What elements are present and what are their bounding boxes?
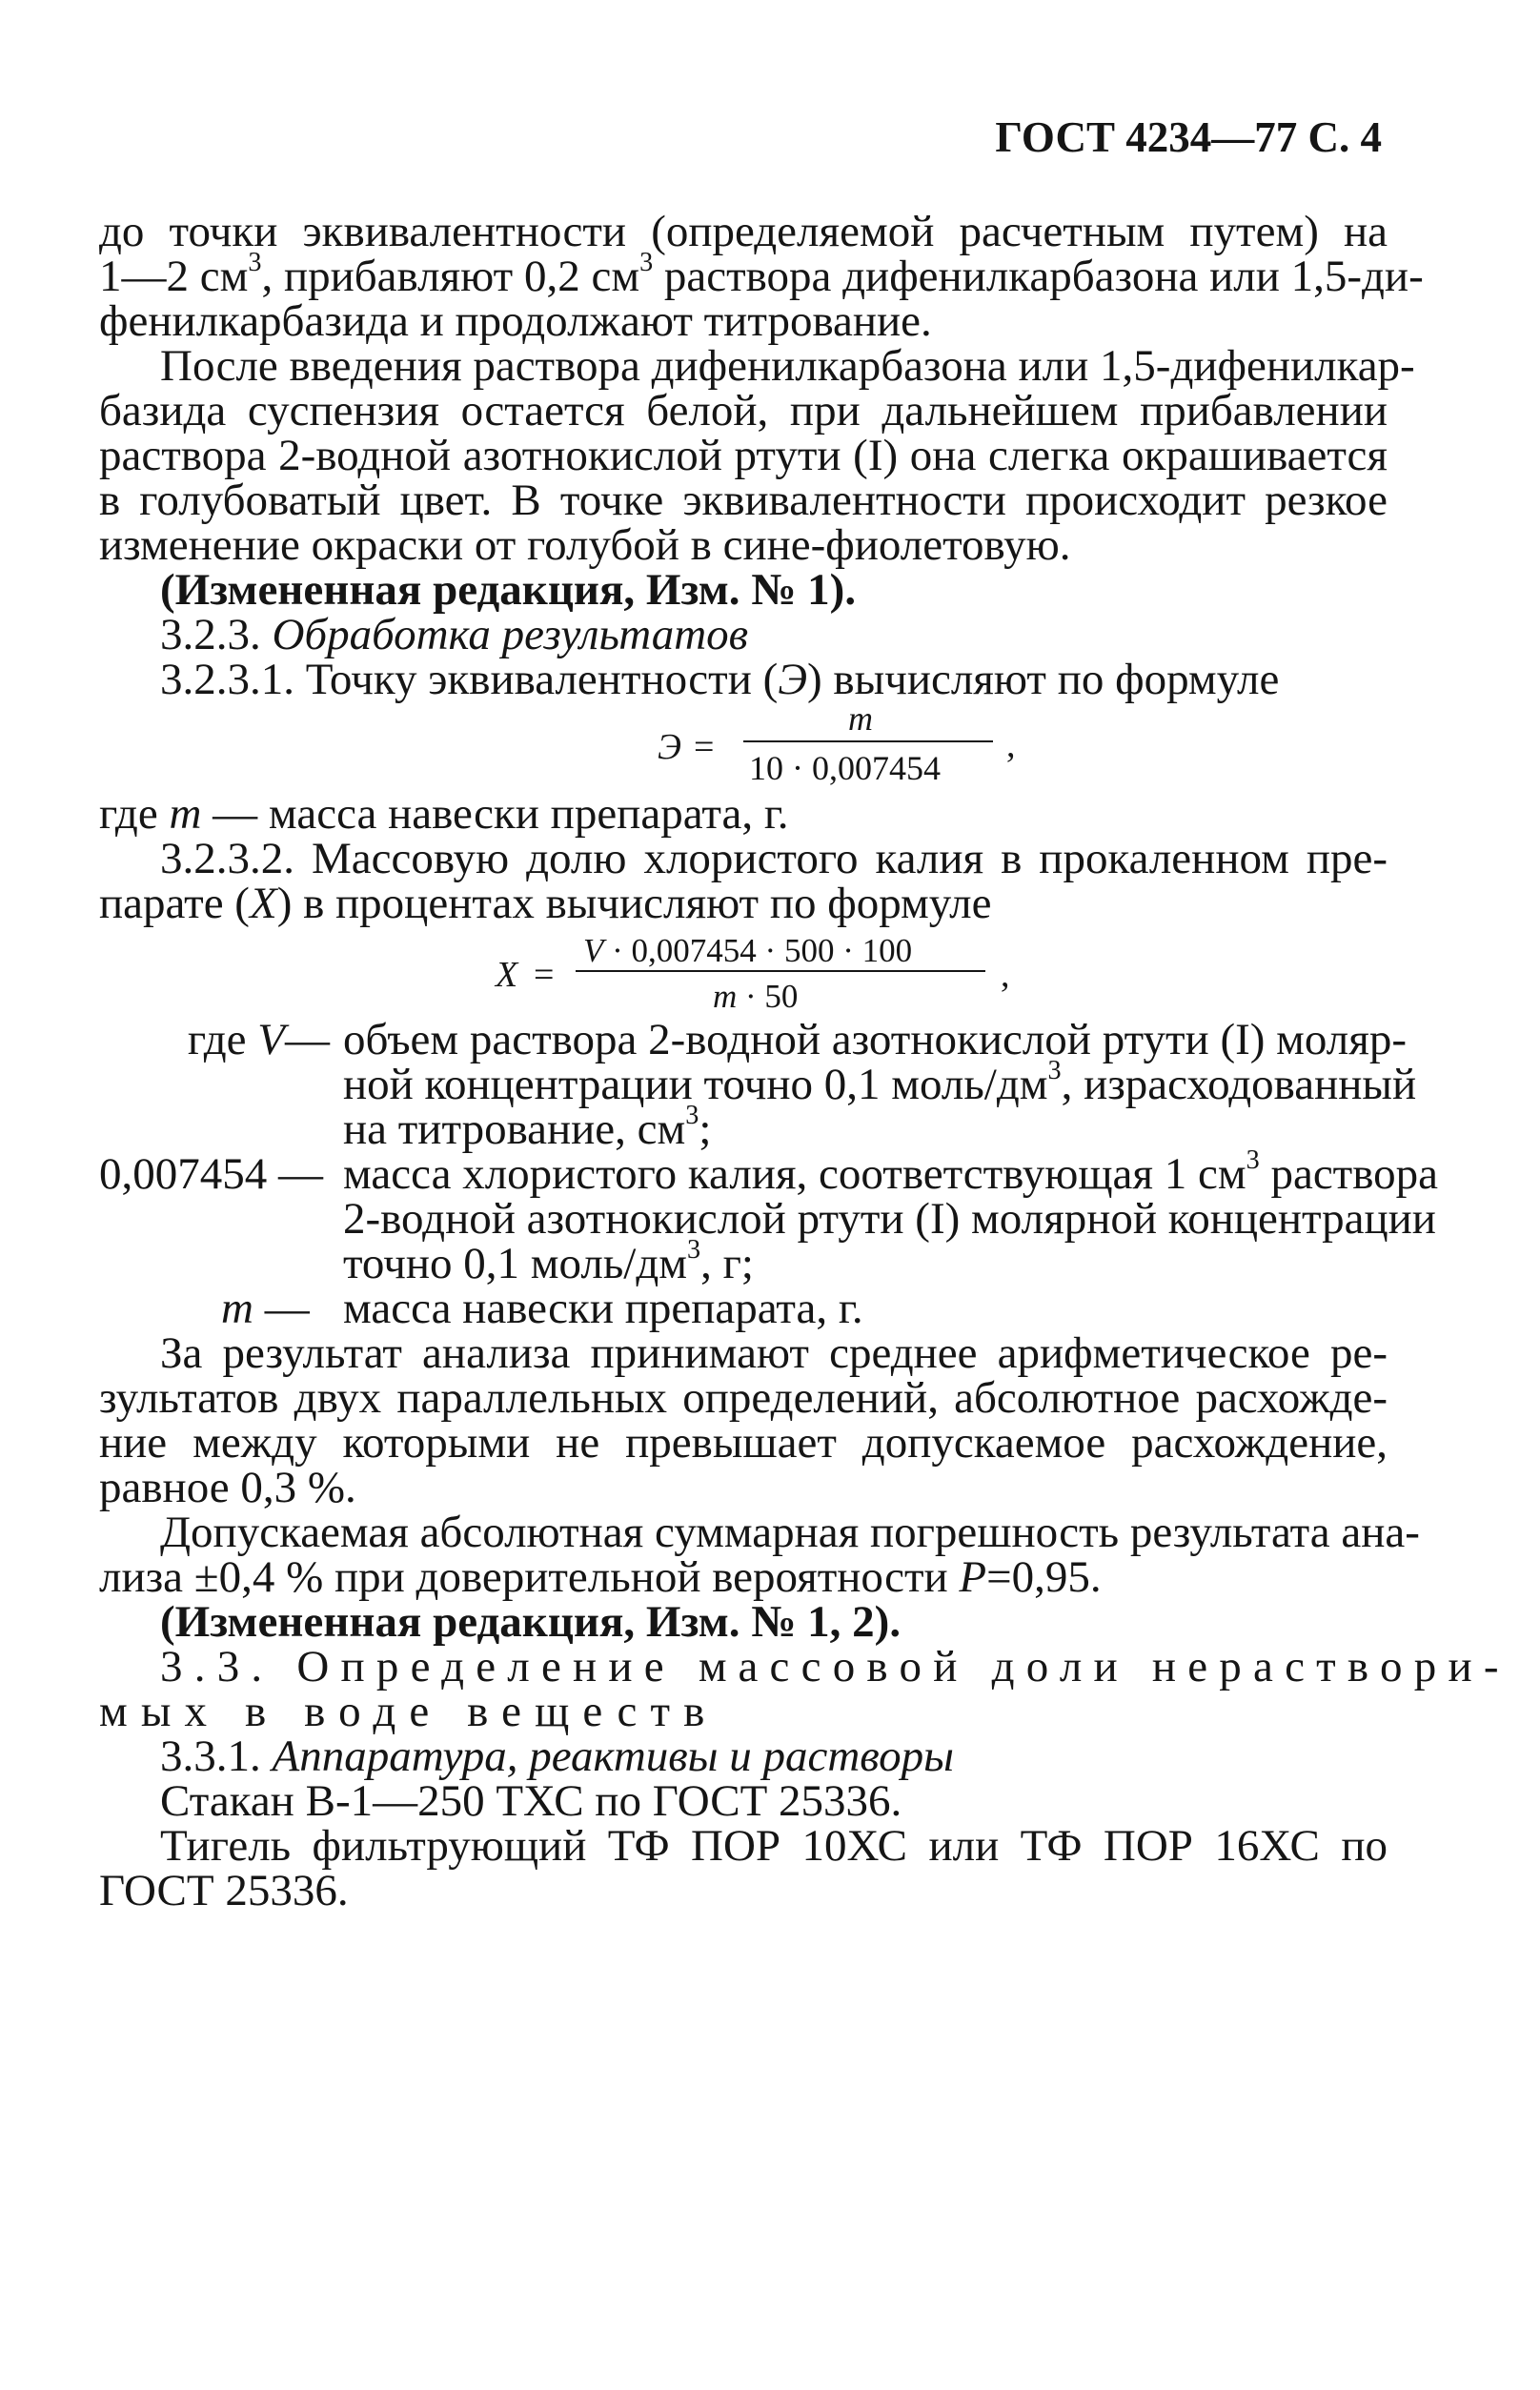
- superscript: 3: [1246, 1144, 1260, 1175]
- text-line: раствора 2-водной азотнокислой ртути (I) она слегка окрашивается: [99, 431, 1388, 480]
- text-line: [99, 789, 1388, 839]
- text-line: Допускаемая абсолютная суммарная погрешность результата ана-: [160, 1508, 1420, 1557]
- text-span: где: [99, 789, 170, 839]
- definition-row: [99, 1015, 1407, 1064]
- text-line: [99, 881, 1388, 926]
- page-header: ГОСТ 4234—77 С. 4: [995, 113, 1382, 161]
- definition-term: [221, 1286, 310, 1331]
- variable-definitions: [99, 1015, 1438, 1333]
- text-line: базида суспензия остается белой, при дальнейшем прибавлении: [99, 386, 1388, 435]
- fraction-bar: [576, 970, 985, 972]
- formula-equivalence-point: [99, 699, 1388, 792]
- formula-denominator: 10 · 0,007454: [749, 749, 941, 787]
- definition-row: [99, 1194, 1436, 1244]
- formula-numerator: m: [848, 699, 873, 738]
- text-span: точно 0,1 моль/дм: [343, 1239, 687, 1288]
- text-line: фенилкарбазида и продолжают титрование.: [99, 296, 932, 346]
- section-title: Обработка результатов: [272, 610, 749, 659]
- formula-equals: =: [534, 955, 555, 995]
- definition-term: 0,007454 —: [99, 1149, 323, 1199]
- symbol: m: [221, 1284, 253, 1333]
- superscript: 3: [639, 247, 654, 277]
- edit-note: (Измененная редакция, Изм. № 1).: [160, 565, 857, 615]
- superscript: 3: [686, 1234, 701, 1265]
- definition-text: [343, 1055, 1417, 1109]
- fraction-bar: [743, 740, 993, 742]
- text-line: Тигель фильтрующий ТФ ПОР 10ХС или ТФ ПОР 16ХС по: [160, 1821, 1388, 1871]
- section-heading-3-3-cont: мых в воде веществ: [99, 1687, 719, 1736]
- definition-row: [99, 1055, 1417, 1109]
- definition-text: [343, 1234, 754, 1288]
- text-line: до точки эквивалентности (определяемой расчетным путем) на: [99, 207, 1388, 256]
- text-span: 3.2.3.1. Точку эквивалентности (: [160, 655, 779, 704]
- text-line: [99, 1552, 1388, 1602]
- text-span: , израсходованный: [1061, 1060, 1417, 1109]
- superscript: 3: [685, 1100, 699, 1130]
- definition-term: [187, 1015, 330, 1064]
- text-span: — масса навески препарата, г.: [201, 789, 789, 839]
- formula-comma: ,: [1001, 955, 1010, 995]
- formula-lhs: X: [496, 955, 518, 995]
- definition-row: [99, 1234, 1388, 1288]
- section-title: Аппаратура, реактивы и растворы: [272, 1732, 954, 1781]
- formula-block: [496, 926, 1086, 1018]
- definition-text: [343, 1100, 712, 1154]
- definition-text: масса навески препарата, г.: [343, 1284, 863, 1333]
- definition-row: [99, 1100, 1388, 1154]
- text-span: ) вычисляют по формуле: [807, 655, 1280, 704]
- section-number: 3.2.3.: [160, 610, 273, 659]
- text-span: ) в процентах вычисляют по формуле: [276, 879, 992, 928]
- text-line: ГОСТ 25336.: [99, 1866, 349, 1915]
- text-span: масса хлористого калия, соответствующая 1 см: [343, 1149, 1246, 1199]
- definition-text: 2-водной азотнокислой ртути (I) молярной концентрации: [343, 1194, 1436, 1244]
- text-span: · 0,007454 · 500 · 100: [603, 932, 913, 969]
- text-span: парате (: [99, 879, 250, 928]
- text-span: ;: [699, 1104, 712, 1154]
- document-body: [99, 207, 1510, 1915]
- text-line: Стакан В-1—250 ТХС по ГОСТ 25336.: [160, 1776, 902, 1826]
- text-span: , г;: [700, 1239, 754, 1288]
- text-span: =0,95.: [986, 1552, 1102, 1602]
- text-span: 1—2 см: [99, 252, 249, 301]
- symbol: V: [257, 1015, 285, 1064]
- formula-block: [658, 699, 1096, 792]
- text-line: в голубоватый цвет. В точке эквивалентности происходит резкое: [99, 476, 1388, 525]
- text-span: —: [253, 1284, 310, 1333]
- text-line: За результат анализа принимают среднее арифметическое ре-: [160, 1328, 1388, 1378]
- formula-mass-fraction: [99, 926, 1388, 1018]
- text-line: равное 0,3 %.: [99, 1463, 356, 1512]
- symbol: m: [713, 978, 738, 1015]
- symbol: X: [249, 879, 277, 928]
- text-span: , прибавляют 0,2 см: [261, 252, 640, 301]
- definition-row: [99, 1144, 1438, 1199]
- text-span: на титрование, см: [343, 1104, 686, 1154]
- formula-equals: =: [694, 727, 715, 767]
- text-line: 3.2.3.2. Массовую долю хлористого калия в прокаленном пре-: [160, 834, 1388, 883]
- section-heading-3-3-1: [99, 1734, 1388, 1779]
- symbol: P: [959, 1552, 987, 1602]
- text-line: [99, 247, 1424, 301]
- definition-text: [343, 1144, 1438, 1199]
- symbol: Э: [778, 655, 808, 704]
- section-heading-3-2-3: [99, 610, 1388, 659]
- text-span: раствора дифенилкарбазона или 1,5-ди-: [653, 252, 1424, 301]
- symbol: V: [583, 932, 604, 969]
- symbol: m: [169, 789, 202, 839]
- text-span: лиза ±0,4 % при доверительной вероятности: [99, 1552, 960, 1602]
- definition-text: объем раствора 2-водной азотнокислой ртути (I) моляр-: [343, 1015, 1407, 1064]
- section-number: 3.3.1.: [160, 1732, 273, 1781]
- formula-comma: ,: [1006, 725, 1016, 765]
- text-span: раствора: [1259, 1149, 1438, 1199]
- formula-numerator: [583, 928, 912, 973]
- definition-row: [99, 1286, 1388, 1331]
- formula-denominator: [713, 974, 798, 1019]
- formula-lhs: Э: [658, 727, 681, 767]
- text-span: · 50: [737, 978, 799, 1015]
- text-line: ние между которыми не превышает допускаемое расхождение,: [99, 1418, 1388, 1468]
- text-span: —: [285, 1015, 330, 1064]
- edit-note: (Измененная редакция, Изм. № 1, 2).: [160, 1597, 902, 1647]
- superscript: 3: [248, 247, 262, 277]
- text-span: где: [187, 1015, 258, 1064]
- superscript: 3: [1047, 1055, 1062, 1085]
- text-span: ной концентрации точно 0,1 моль/дм: [343, 1060, 1048, 1109]
- text-line: [99, 655, 1388, 704]
- section-heading-3-3: 3.3. Определение массовой доли нераствори-: [160, 1642, 1510, 1691]
- text-line: После введения раствора дифенилкарбазона или 1,5-дифенилкар-: [160, 341, 1415, 391]
- text-line: зультатов двух параллельных определений, абсолютное расхожде-: [99, 1373, 1388, 1423]
- text-line: изменение окраски от голубой в сине-фиолетовую.: [99, 520, 1071, 570]
